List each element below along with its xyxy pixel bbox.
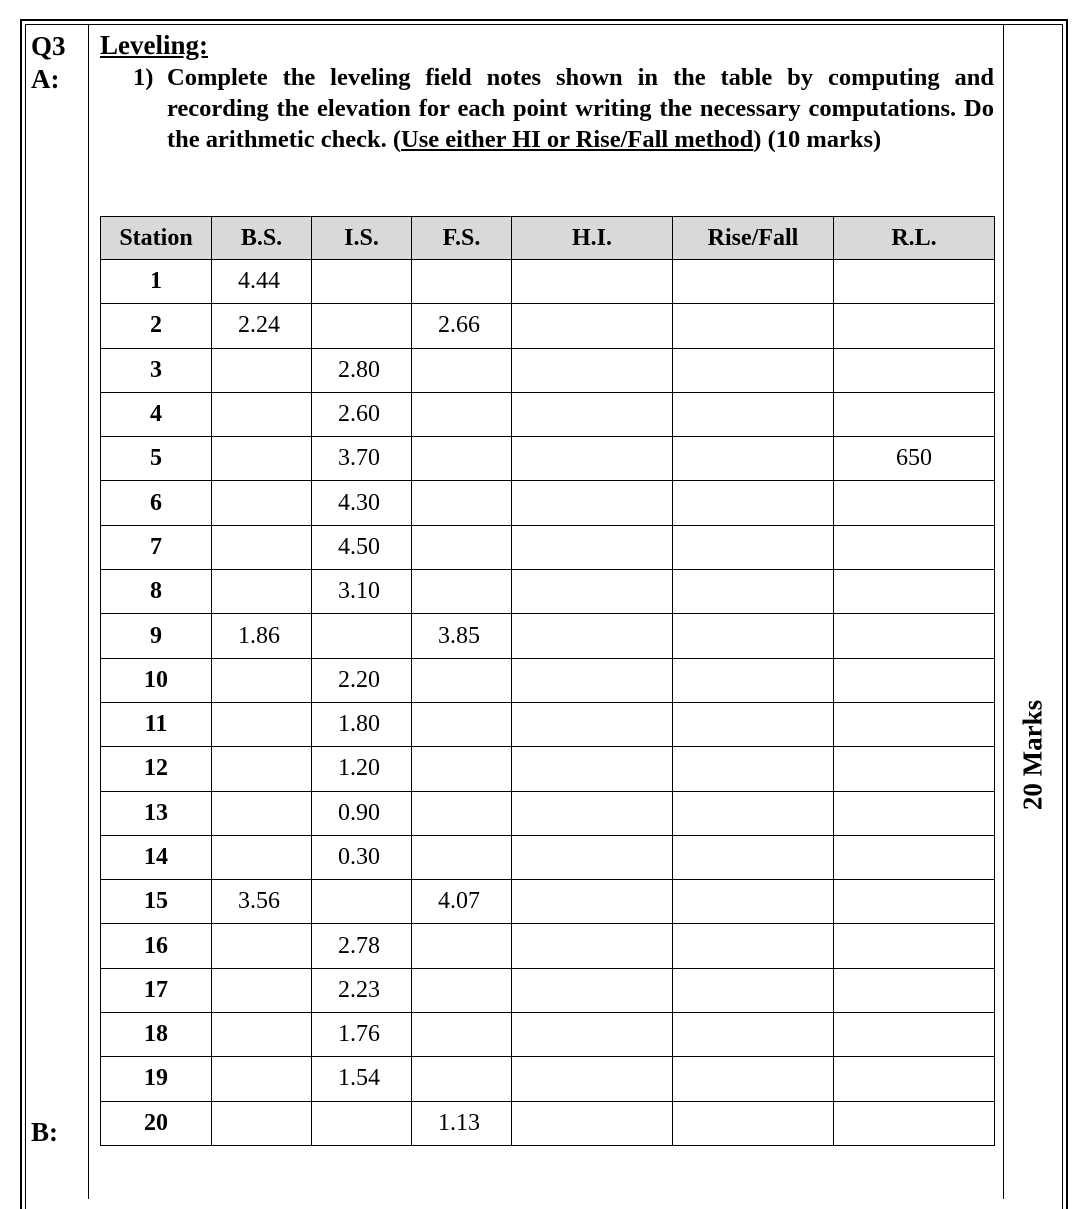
rl-cell	[834, 835, 995, 879]
station-cell: 9	[101, 614, 212, 658]
station-cell: 8	[101, 570, 212, 614]
station-cell: 1	[101, 260, 212, 304]
rl-cell	[834, 1013, 995, 1057]
part-b-label: B:	[31, 1117, 58, 1147]
station-cell: 16	[101, 924, 212, 968]
rl-cell	[834, 614, 995, 658]
rl-cell	[834, 525, 995, 569]
bs-cell	[212, 835, 312, 879]
rl-cell	[834, 791, 995, 835]
fs-cell	[412, 968, 512, 1012]
header-is: I.S.	[312, 217, 412, 260]
is-cell: 2.80	[312, 348, 412, 392]
marks-column-divider	[1003, 24, 1004, 1199]
question-text-after: ) (10 marks)	[753, 126, 882, 153]
bs-cell: 4.44	[212, 260, 312, 304]
rise-fall-cell	[673, 392, 834, 436]
rl-cell	[834, 348, 995, 392]
is-cell: 2.78	[312, 924, 412, 968]
rise-fall-cell	[673, 481, 834, 525]
hi-cell	[512, 260, 673, 304]
rise-fall-cell	[673, 570, 834, 614]
rise-fall-cell	[673, 348, 834, 392]
header-rise-fall: Rise/Fall	[673, 217, 834, 260]
table-row	[101, 525, 995, 569]
fs-cell	[412, 481, 512, 525]
station-cell: 7	[101, 525, 212, 569]
bs-cell	[212, 481, 312, 525]
fs-cell	[412, 525, 512, 569]
hi-cell	[512, 437, 673, 481]
question-label	[31, 30, 66, 96]
is-cell: 0.30	[312, 835, 412, 879]
is-cell: 4.30	[312, 481, 412, 525]
fs-cell	[412, 702, 512, 746]
station-cell: 17	[101, 968, 212, 1012]
station-cell: 5	[101, 437, 212, 481]
fs-cell: 4.07	[412, 880, 512, 924]
bs-cell	[212, 392, 312, 436]
hi-cell	[512, 880, 673, 924]
station-cell: 20	[101, 1101, 212, 1145]
table-row	[101, 880, 995, 924]
station-cell: 15	[101, 880, 212, 924]
rl-cell	[834, 570, 995, 614]
fs-cell	[412, 747, 512, 791]
hi-cell	[512, 658, 673, 702]
rise-fall-cell	[673, 1013, 834, 1057]
is-cell	[312, 880, 412, 924]
fs-cell: 2.66	[412, 304, 512, 348]
hi-cell	[512, 525, 673, 569]
rl-cell	[834, 304, 995, 348]
item-number: 1)	[133, 64, 154, 91]
bs-cell	[212, 658, 312, 702]
fs-cell	[412, 835, 512, 879]
label-column-divider	[88, 24, 89, 1199]
rise-fall-cell	[673, 525, 834, 569]
table-row	[101, 702, 995, 746]
is-cell: 3.70	[312, 437, 412, 481]
table-row	[101, 392, 995, 436]
is-cell	[312, 1101, 412, 1145]
rise-fall-cell	[673, 304, 834, 348]
question-body	[167, 62, 994, 155]
marks-label: 20 Marks	[1017, 699, 1048, 811]
hi-cell	[512, 702, 673, 746]
hi-cell	[512, 747, 673, 791]
table-row	[101, 570, 995, 614]
rl-cell	[834, 481, 995, 525]
is-cell: 1.80	[312, 702, 412, 746]
table-row	[101, 260, 995, 304]
fs-cell: 3.85	[412, 614, 512, 658]
is-cell: 4.50	[312, 525, 412, 569]
station-cell: 11	[101, 702, 212, 746]
question-text-before: Complete the leveling field notes shown in the table by computing and recording the elevation for each point writing the necessary computations. Do the arithmetic check. (	[167, 64, 994, 153]
is-cell: 1.54	[312, 1057, 412, 1101]
bs-cell	[212, 791, 312, 835]
station-cell: 19	[101, 1057, 212, 1101]
table-row	[101, 924, 995, 968]
table-row	[101, 437, 995, 481]
table-row	[101, 1101, 995, 1145]
table-row	[101, 614, 995, 658]
rl-cell	[834, 658, 995, 702]
is-cell: 0.90	[312, 791, 412, 835]
station-cell: 2	[101, 304, 212, 348]
bs-cell	[212, 525, 312, 569]
fs-cell	[412, 1057, 512, 1101]
bs-cell: 2.24	[212, 304, 312, 348]
bs-cell	[212, 1057, 312, 1101]
rise-fall-cell	[673, 702, 834, 746]
fs-cell	[412, 260, 512, 304]
rise-fall-cell	[673, 1101, 834, 1145]
rl-cell	[834, 924, 995, 968]
hi-cell	[512, 481, 673, 525]
rise-fall-cell	[673, 791, 834, 835]
fs-cell	[412, 1013, 512, 1057]
hi-cell	[512, 1101, 673, 1145]
hi-cell	[512, 348, 673, 392]
hi-cell	[512, 791, 673, 835]
hi-cell	[512, 924, 673, 968]
rl-cell	[834, 1057, 995, 1101]
rise-fall-cell	[673, 658, 834, 702]
hi-cell	[512, 1013, 673, 1057]
is-cell: 2.23	[312, 968, 412, 1012]
rl-cell	[834, 1101, 995, 1145]
header-station: Station	[101, 217, 212, 260]
section-title: Leveling:	[100, 30, 208, 60]
rl-cell	[834, 392, 995, 436]
station-cell: 10	[101, 658, 212, 702]
rise-fall-cell	[673, 924, 834, 968]
header-fs: F.S.	[412, 217, 512, 260]
station-cell: 14	[101, 835, 212, 879]
hi-cell	[512, 1057, 673, 1101]
bs-cell	[212, 924, 312, 968]
station-cell: 18	[101, 1013, 212, 1057]
header-bs: B.S.	[212, 217, 312, 260]
rl-cell	[834, 968, 995, 1012]
rise-fall-cell	[673, 968, 834, 1012]
part-a-label: A:	[31, 64, 60, 94]
bs-cell	[212, 1013, 312, 1057]
rise-fall-cell	[673, 880, 834, 924]
table-row	[101, 481, 995, 525]
fs-cell	[412, 570, 512, 614]
bs-cell	[212, 1101, 312, 1145]
bs-cell	[212, 570, 312, 614]
hi-cell	[512, 570, 673, 614]
table-row	[101, 747, 995, 791]
bs-cell	[212, 348, 312, 392]
header-rl: R.L.	[834, 217, 995, 260]
leveling-field-notes-table	[100, 216, 995, 1146]
rise-fall-cell	[673, 260, 834, 304]
method-instruction: Use either HI or Rise/Fall method	[401, 126, 754, 153]
rise-fall-cell	[673, 1057, 834, 1101]
rl-cell	[834, 747, 995, 791]
station-cell: 4	[101, 392, 212, 436]
table-row	[101, 1057, 995, 1101]
rl-cell	[834, 880, 995, 924]
is-cell: 2.60	[312, 392, 412, 436]
hi-cell	[512, 614, 673, 658]
table-header-row	[101, 217, 995, 260]
bs-cell: 3.56	[212, 880, 312, 924]
is-cell: 1.20	[312, 747, 412, 791]
rise-fall-cell	[673, 614, 834, 658]
fs-cell	[412, 392, 512, 436]
fs-cell: 1.13	[412, 1101, 512, 1145]
is-cell: 1.76	[312, 1013, 412, 1057]
table-row	[101, 791, 995, 835]
fs-cell	[412, 348, 512, 392]
station-cell: 12	[101, 747, 212, 791]
table-row	[101, 304, 995, 348]
hi-cell	[512, 392, 673, 436]
bs-cell	[212, 968, 312, 1012]
rise-fall-cell	[673, 835, 834, 879]
header-hi: H.I.	[512, 217, 673, 260]
rise-fall-cell	[673, 747, 834, 791]
bs-cell: 1.86	[212, 614, 312, 658]
bs-cell	[212, 702, 312, 746]
fs-cell	[412, 924, 512, 968]
table-row	[101, 835, 995, 879]
is-cell: 2.20	[312, 658, 412, 702]
rise-fall-cell	[673, 437, 834, 481]
hi-cell	[512, 304, 673, 348]
is-cell	[312, 304, 412, 348]
is-cell: 3.10	[312, 570, 412, 614]
table-row	[101, 968, 995, 1012]
is-cell	[312, 260, 412, 304]
table-row	[101, 348, 995, 392]
hi-cell	[512, 835, 673, 879]
station-cell: 13	[101, 791, 212, 835]
fs-cell	[412, 791, 512, 835]
rl-cell: 650	[834, 437, 995, 481]
station-cell: 3	[101, 348, 212, 392]
station-cell: 6	[101, 481, 212, 525]
bs-cell	[212, 437, 312, 481]
rl-cell	[834, 702, 995, 746]
hi-cell	[512, 968, 673, 1012]
bs-cell	[212, 747, 312, 791]
rl-cell	[834, 260, 995, 304]
table-row	[101, 1013, 995, 1057]
table-row	[101, 658, 995, 702]
question-text	[133, 62, 994, 155]
is-cell	[312, 614, 412, 658]
fs-cell	[412, 437, 512, 481]
question-number: Q3	[31, 31, 66, 61]
fs-cell	[412, 658, 512, 702]
